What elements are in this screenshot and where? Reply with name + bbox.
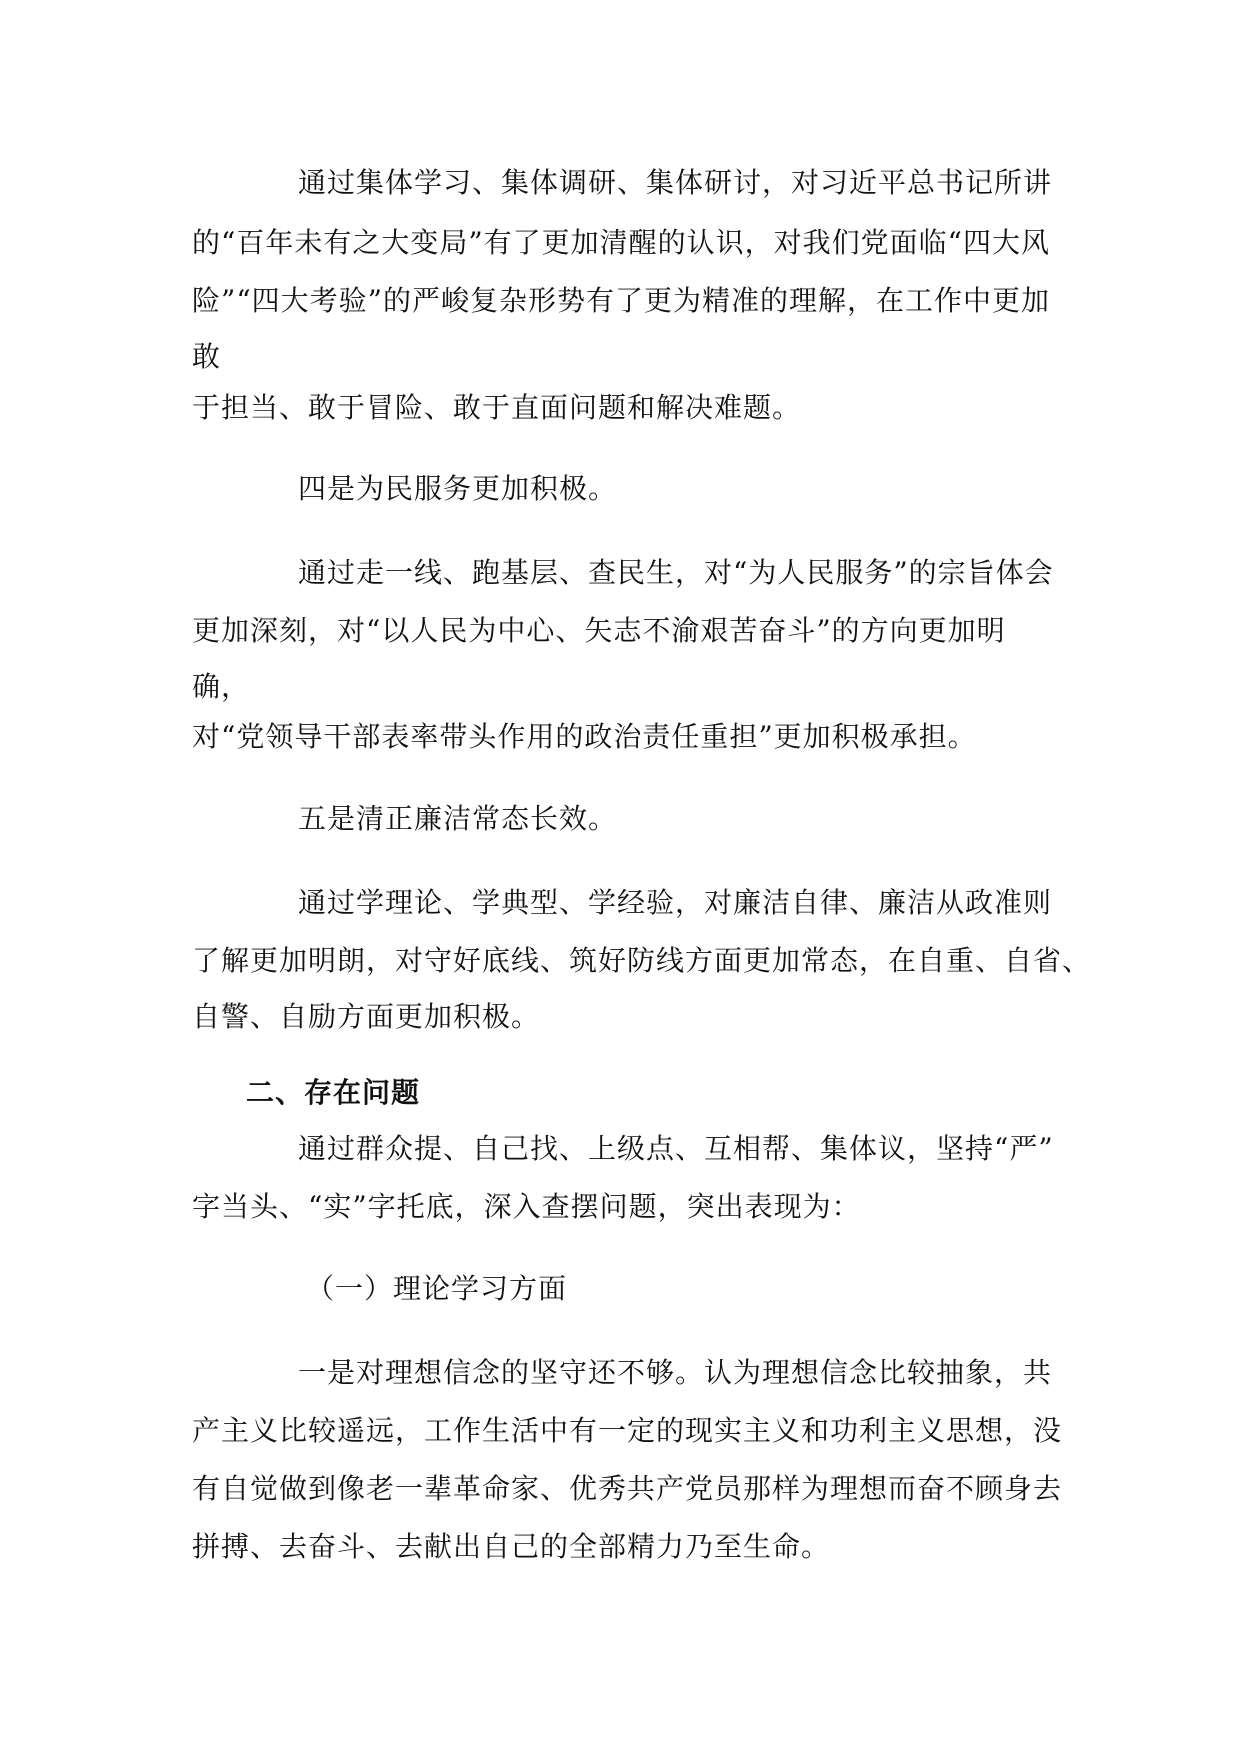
- text-line: 了解更加明朗，对守好底线、筑好防线方面更加常态，在自重、自省、: [192, 944, 1092, 977]
- text-line: 更加深刻，对“以人民为中心、矢志不渝艰苦奋斗”的方向更加明: [192, 614, 1006, 647]
- text-line: 确，: [192, 670, 251, 703]
- text-line: 通过群众提、自己找、上级点、互相帮、集体议，坚持“严”: [298, 1132, 1054, 1165]
- text-line: 对“党领导干部表率带头作用的政治责任重担”更加积极承担。: [192, 720, 977, 753]
- text-line: 自警、自励方面更加积极。: [192, 1000, 541, 1033]
- text-line: 通过集体学习、集体调研、集体研讨，对习近平总书记所讲: [298, 166, 1053, 199]
- text-line: 敢: [192, 340, 222, 373]
- text-line: 于担当、敢于冒险、敢于直面问题和解决难题。: [192, 391, 802, 424]
- subsection-heading: （一）理论学习方面: [306, 1272, 568, 1305]
- text-line: 拼搏、去奋斗、去献出自己的全部精力乃至生命。: [192, 1530, 831, 1563]
- text-line: 四是为民服务更加积极。: [298, 472, 618, 505]
- text-line: 险”“四大考验”的严峻复杂形势有了更为精准的理解，在工作中更加: [192, 284, 1050, 317]
- text-line: 通过走一线、跑基层、查民生，对“为人民服务”的宗旨体会: [298, 556, 1054, 589]
- text-line: 的“百年未有之大变局”有了更加清醒的认识，对我们党面临“四大风: [192, 226, 1050, 259]
- text-line: 一是对理想信念的坚守还不够。认为理想信念比较抽象，共: [298, 1356, 1053, 1389]
- text-line: 有自觉做到像老一辈革命家、优秀共产党员那样为理想而奋不顾身去: [192, 1472, 1063, 1505]
- text-line: 五是清正廉洁常态长效。: [298, 802, 618, 835]
- text-line: 字当头、“实”字托底，深入查摆问题，突出表现为：: [192, 1190, 861, 1223]
- text-line: 产主义比较遥远，工作生活中有一定的现实主义和功利主义思想，没: [192, 1414, 1063, 1447]
- text-line: 通过学理论、学典型、学经验，对廉洁自律、廉洁从政准则: [298, 886, 1053, 919]
- section-heading: 二、存在问题: [246, 1076, 421, 1109]
